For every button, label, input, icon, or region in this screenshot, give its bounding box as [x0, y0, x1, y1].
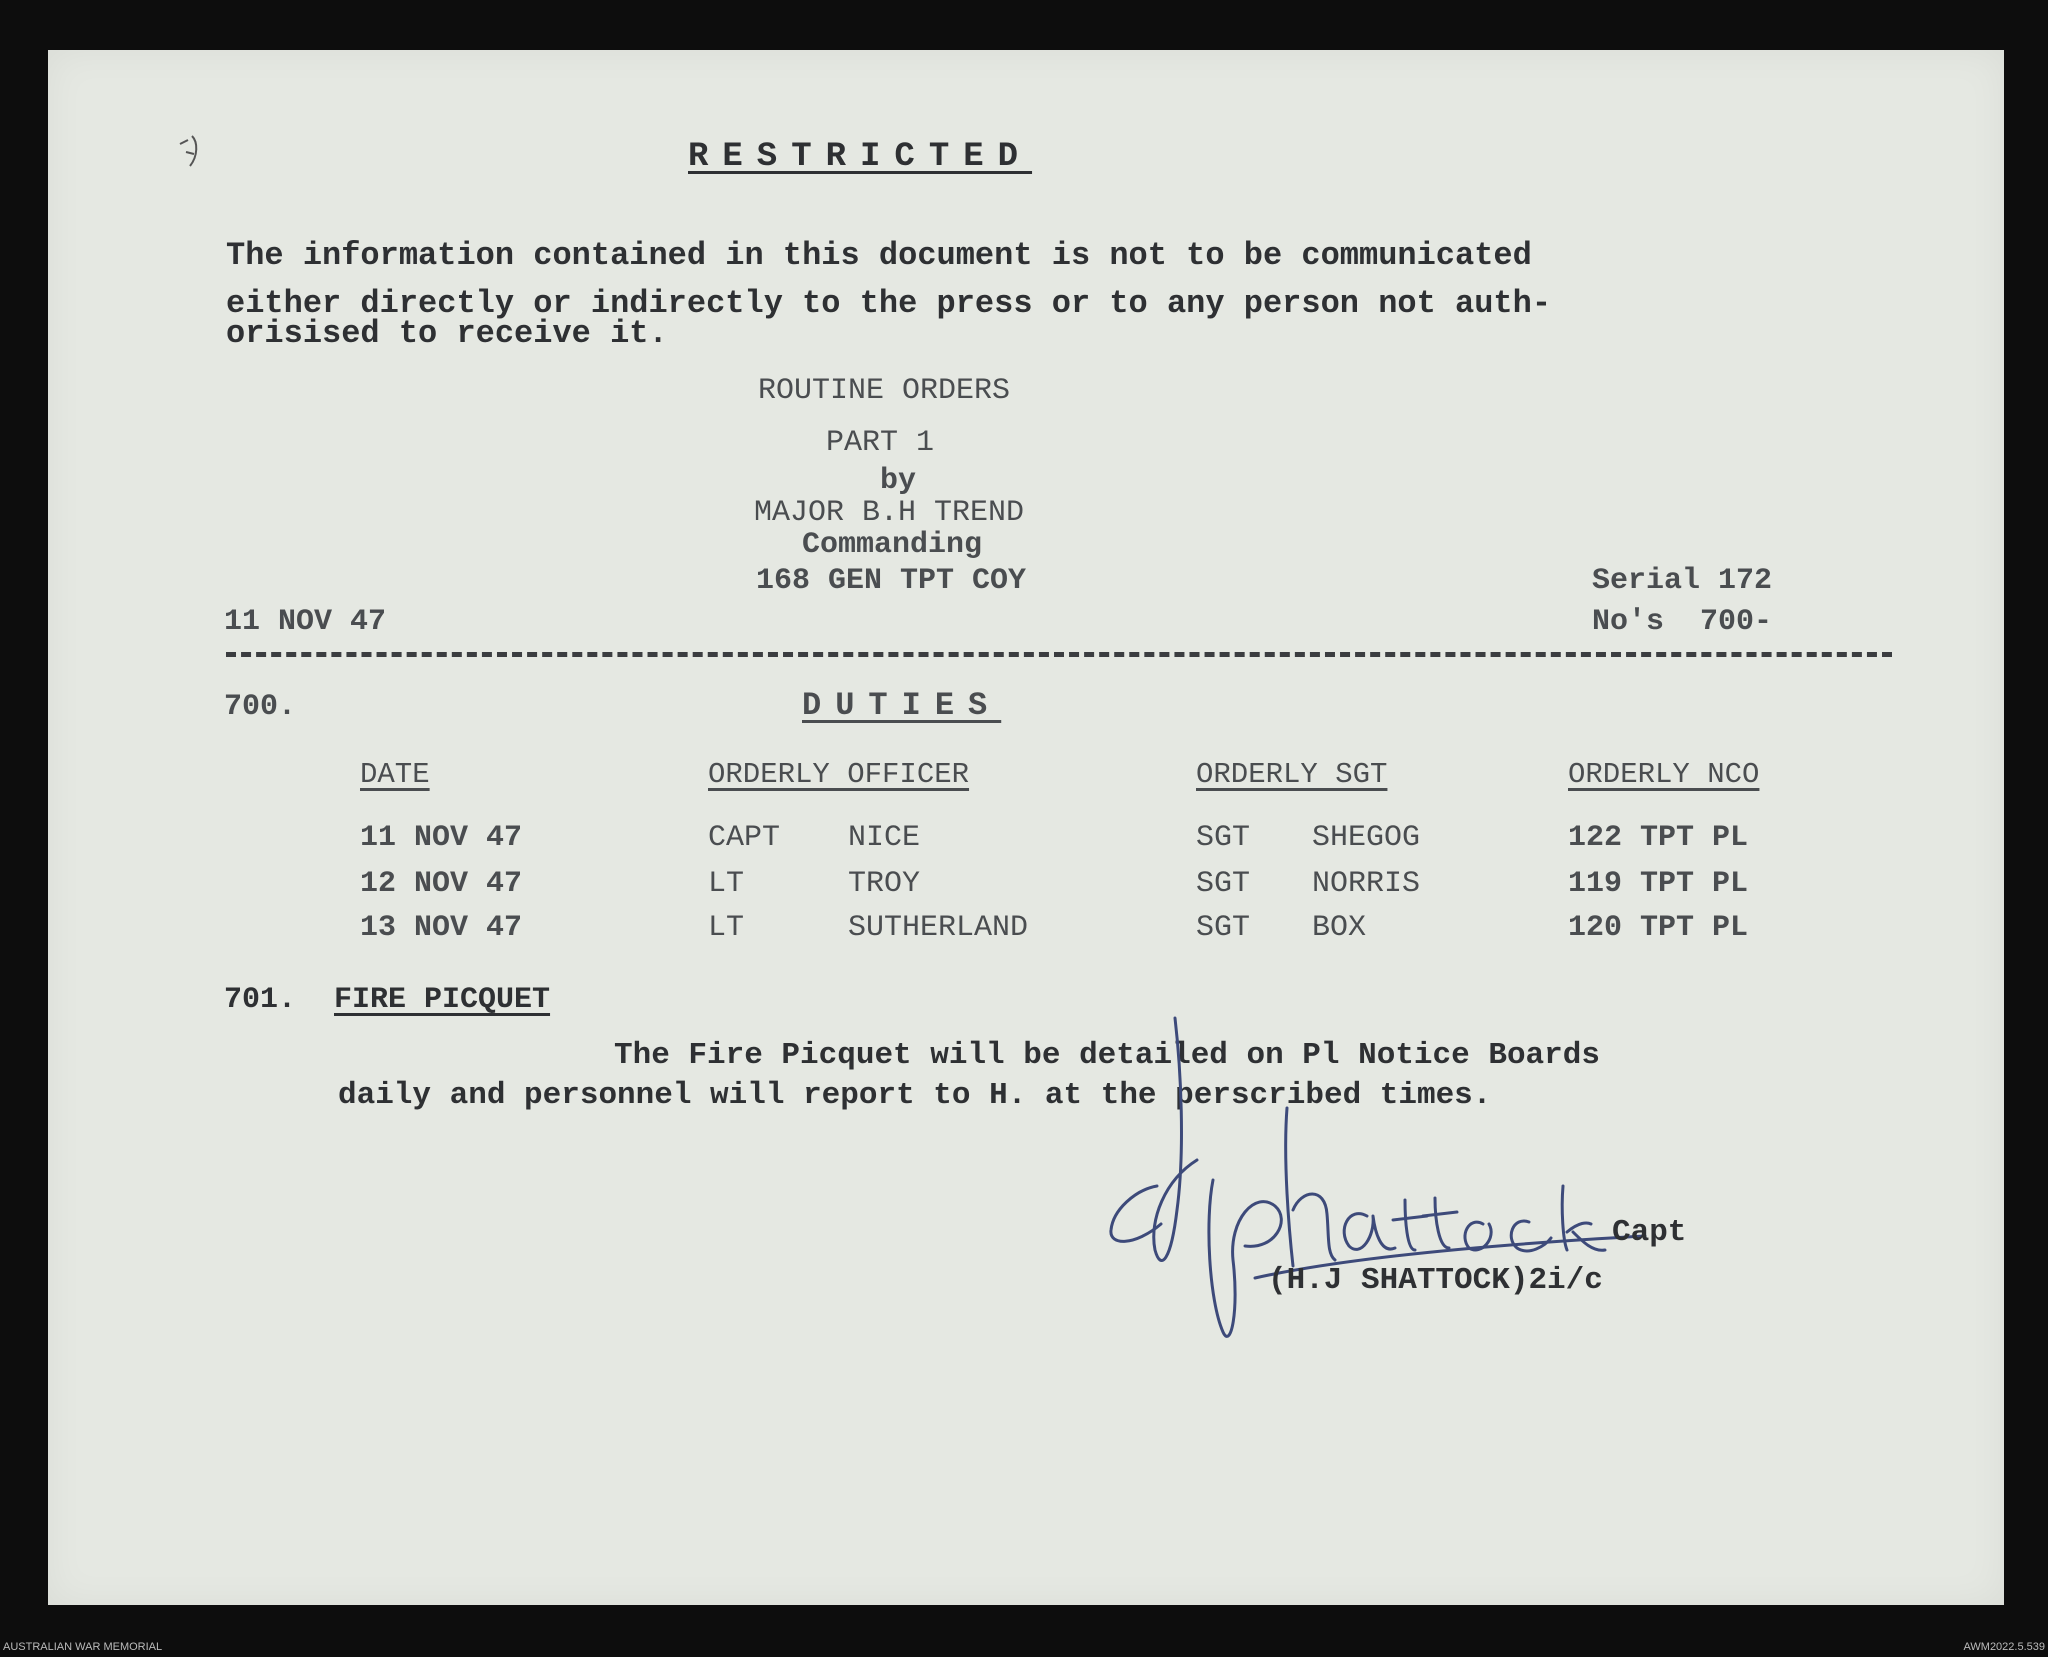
notice-line-3: orisised to receive it. — [226, 315, 668, 352]
row-officer-name: SUTHERLAND — [848, 911, 1029, 945]
row-date: 13 NOV 47 — [360, 911, 523, 945]
column-header-date: DATE — [360, 758, 430, 791]
section-700-number: 700. — [224, 690, 297, 724]
title-routine-orders: ROUTINE ORDERS — [758, 374, 1011, 408]
row-nco: 119 TPT PL — [1568, 867, 1749, 901]
section-701-number: 701. — [224, 983, 297, 1017]
row-sgt-name: SHEGOG — [1312, 821, 1421, 855]
signatory-rank: Capt — [1612, 1215, 1687, 1250]
notice-line-2: either directly or indirectly to the press or to any person not auth- — [226, 285, 1552, 322]
row-nco: 122 TPT PL — [1568, 821, 1749, 855]
title-unit: 168 GEN TPT COY — [756, 564, 1027, 598]
column-header-orderly-nco: ORDERLY NCO — [1568, 758, 1760, 791]
signatory-name: (H.J SHATTOCK)2i/c — [1268, 1263, 1603, 1298]
pencil-mark — [176, 132, 216, 182]
footer-institution: AUSTRALIAN WAR MEMORIAL — [3, 1641, 163, 1653]
column-header-orderly-sgt: ORDERLY SGT — [1196, 758, 1388, 791]
section-701-body-line-1: The Fire Picquet will be detailed on Pl Notice Boards — [614, 1038, 1600, 1073]
row-date: 11 NOV 47 — [360, 821, 523, 855]
row-sgt-name: NORRIS — [1312, 867, 1421, 901]
row-sgt-rank: SGT — [1196, 867, 1251, 901]
dashed-divider — [226, 652, 1892, 657]
row-sgt-rank: SGT — [1196, 821, 1251, 855]
handwritten-signature — [1105, 1010, 1665, 1365]
row-sgt-rank: SGT — [1196, 911, 1251, 945]
notice-line-1: The information contained in this document is not to be communicated — [226, 237, 1532, 274]
row-officer-rank: CAPT — [708, 821, 781, 855]
row-nco: 120 TPT PL — [1568, 911, 1749, 945]
section-701-heading: FIRE PICQUET — [334, 983, 551, 1017]
row-officer-rank: LT — [708, 867, 745, 901]
order-date: 11 NOV 47 — [224, 605, 387, 639]
row-date: 12 NOV 47 — [360, 867, 523, 901]
classification-heading: RESTRICTED — [688, 138, 1033, 176]
serial-number: Serial 172 — [1592, 564, 1773, 598]
title-commander: MAJOR B.H TREND — [754, 496, 1025, 530]
title-commanding: Commanding — [802, 528, 983, 562]
title-by: by — [880, 464, 917, 498]
row-officer-name: TROY — [848, 867, 921, 901]
row-officer-name: NICE — [848, 821, 921, 855]
column-header-orderly-officer: ORDERLY OFFICER — [708, 758, 970, 791]
footer-accession-number: AWM2022.5.539 — [1963, 1641, 2045, 1653]
order-numbers: No's 700- — [1592, 605, 1773, 639]
section-701-body-line-2: daily and personnel will report to H. at the perscribed times. — [338, 1078, 1492, 1113]
row-officer-rank: LT — [708, 911, 745, 945]
row-sgt-name: BOX — [1312, 911, 1367, 945]
title-part: PART 1 — [826, 426, 935, 460]
section-700-heading: DUTIES — [802, 687, 1002, 724]
